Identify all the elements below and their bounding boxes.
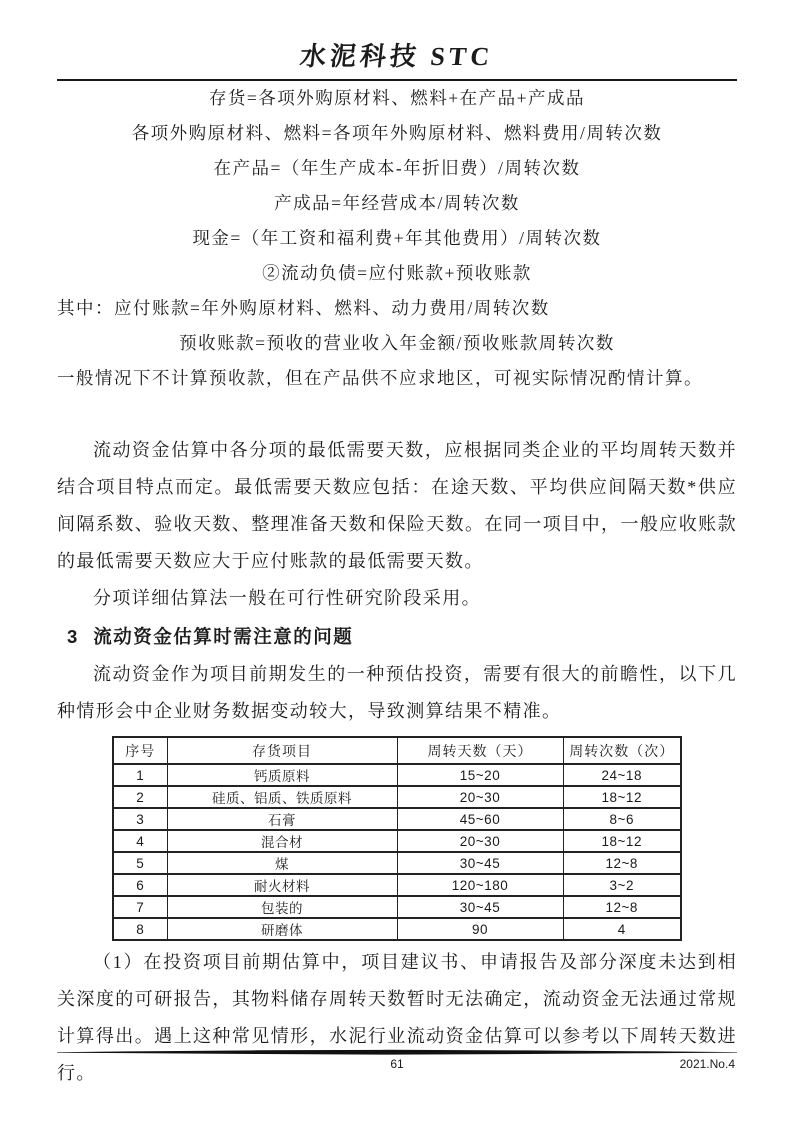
table-cell: 耐火材料: [167, 874, 397, 896]
journal-title-text: 水泥科技 STC: [298, 42, 496, 71]
table-cell: 30~45: [397, 852, 563, 874]
table-cell: 120~180: [397, 874, 563, 896]
formula-line-9: 一般情况下不计算预收款，但在产品供不应求地区，可视实际情况酌情计算。: [57, 368, 703, 388]
table-cell: 煤: [167, 852, 397, 874]
table-cell: 18~12: [563, 830, 681, 852]
table-cell: 1: [113, 764, 167, 786]
section-heading: [67, 618, 737, 656]
paragraph-detailed-method: 分项详细估算法一般在可行性研究阶段采用。: [93, 588, 481, 608]
table-cell: 20~30: [397, 830, 563, 852]
table-row: [113, 830, 681, 852]
table-header-turnover-days: 周转天数（天）: [397, 737, 563, 764]
table-cell: 12~8: [563, 896, 681, 918]
table-header-turnover-times: 周转次数（次）: [563, 737, 681, 764]
section-title: 流动资金估算时需注意的问题: [93, 626, 354, 647]
table-row: [113, 918, 681, 940]
table-cell: 15~20: [397, 764, 563, 786]
table-cell: 5: [113, 852, 167, 874]
paragraph-early-estimate: （1）在投资项目前期估算中，项目建议书、申请报告及部分深度未达到相关深度的可研报告，其物料储存周转天数暂时无法确定，流动资金无法通过常规计算得出。遇上这种常见情形，水泥行业流动资金估算可以参考以下周转天数进行。: [57, 952, 737, 1083]
table-cell: 包装的: [167, 896, 397, 918]
table-cell: 4: [113, 830, 167, 852]
table-cell: 12~8: [563, 852, 681, 874]
table-cell: 20~30: [397, 786, 563, 808]
table-header-item: 存货项目: [167, 737, 397, 764]
formula-line-4: 产成品=年经营成本/周转次数: [274, 193, 520, 213]
formula-line-6: ②流动负债=应付账款+预收账款: [262, 263, 532, 283]
footer-text-row: [57, 1057, 737, 1072]
table-row: [113, 764, 681, 786]
page-footer: [57, 1049, 737, 1072]
table-cell: 7: [113, 896, 167, 918]
table-cell: 6: [113, 874, 167, 896]
table-cell: 4: [563, 918, 681, 940]
formula-line-1: 存货=各项外购原材料、燃料+在产品+产成品: [208, 88, 586, 108]
table-cell: 3: [113, 808, 167, 830]
table-cell: 45~60: [397, 808, 563, 830]
formula-line-7: 其中：应付账款=年外购原材料、燃料、动力费用/周转次数: [57, 298, 550, 318]
table-cell: 3~2: [563, 874, 681, 896]
table-row: [113, 852, 681, 874]
table-cell: 2: [113, 786, 167, 808]
formula-line-5: 现金=（年工资和福利费+年其他费用）/周转次数: [192, 228, 602, 248]
table-cell: 硅质、铝质、铁质原料: [167, 786, 397, 808]
table-cell: 90: [397, 918, 563, 940]
table-row: [113, 874, 681, 896]
table-header-serial: 序号: [113, 737, 167, 764]
table-row: [113, 896, 681, 918]
issue-number: 2021.No.4: [679, 1057, 735, 1071]
page-number: 61: [390, 1057, 404, 1071]
table-cell: 研磨体: [167, 918, 397, 940]
table-cell: 石膏: [167, 808, 397, 830]
table-cell: 24~18: [563, 764, 681, 786]
formula-line-2: 各项外购原材料、燃料=各项年外购原材料、燃料费用/周转次数: [131, 123, 663, 143]
table-cell: 8~6: [563, 808, 681, 830]
footer-rule: [57, 1049, 737, 1056]
table-row: [113, 808, 681, 830]
inventory-turnover-table: [112, 736, 682, 941]
formula-line-3: 在产品=（年生产成本-年折旧费）/周转次数: [213, 158, 581, 178]
paragraph-min-days: 流动资金估算中各分项的最低需要天数，应根据同类企业的平均周转天数并结合项目特点而定。最低需要天数应包括：在途天数、平均供应间隔天数*供应间隔系数、验收天数、整理准备天数和保险天数。在同一项目中，一般应收账款的最低需要天数应大于应付账款的最低需要天数。: [57, 440, 737, 571]
journal-title: [57, 40, 737, 74]
table-cell: 混合材: [167, 830, 397, 852]
table-row: [113, 786, 681, 808]
table-cell: 18~12: [563, 786, 681, 808]
table-cell: 30~45: [397, 896, 563, 918]
table-header-row: [113, 737, 681, 764]
paragraph-forecast: 流动资金作为项目前期发生的一种预估投资，需要有很大的前瞻性，以下几种情形会中企业财务数据变动较大，导致测算结果不精准。: [57, 664, 737, 721]
table-cell: 8: [113, 918, 167, 940]
formula-line-8: 预收账款=预收的营业收入年金额/预收账款周转次数: [179, 333, 615, 353]
section-number: 3: [67, 626, 78, 647]
table-cell: 钙质原料: [167, 764, 397, 786]
